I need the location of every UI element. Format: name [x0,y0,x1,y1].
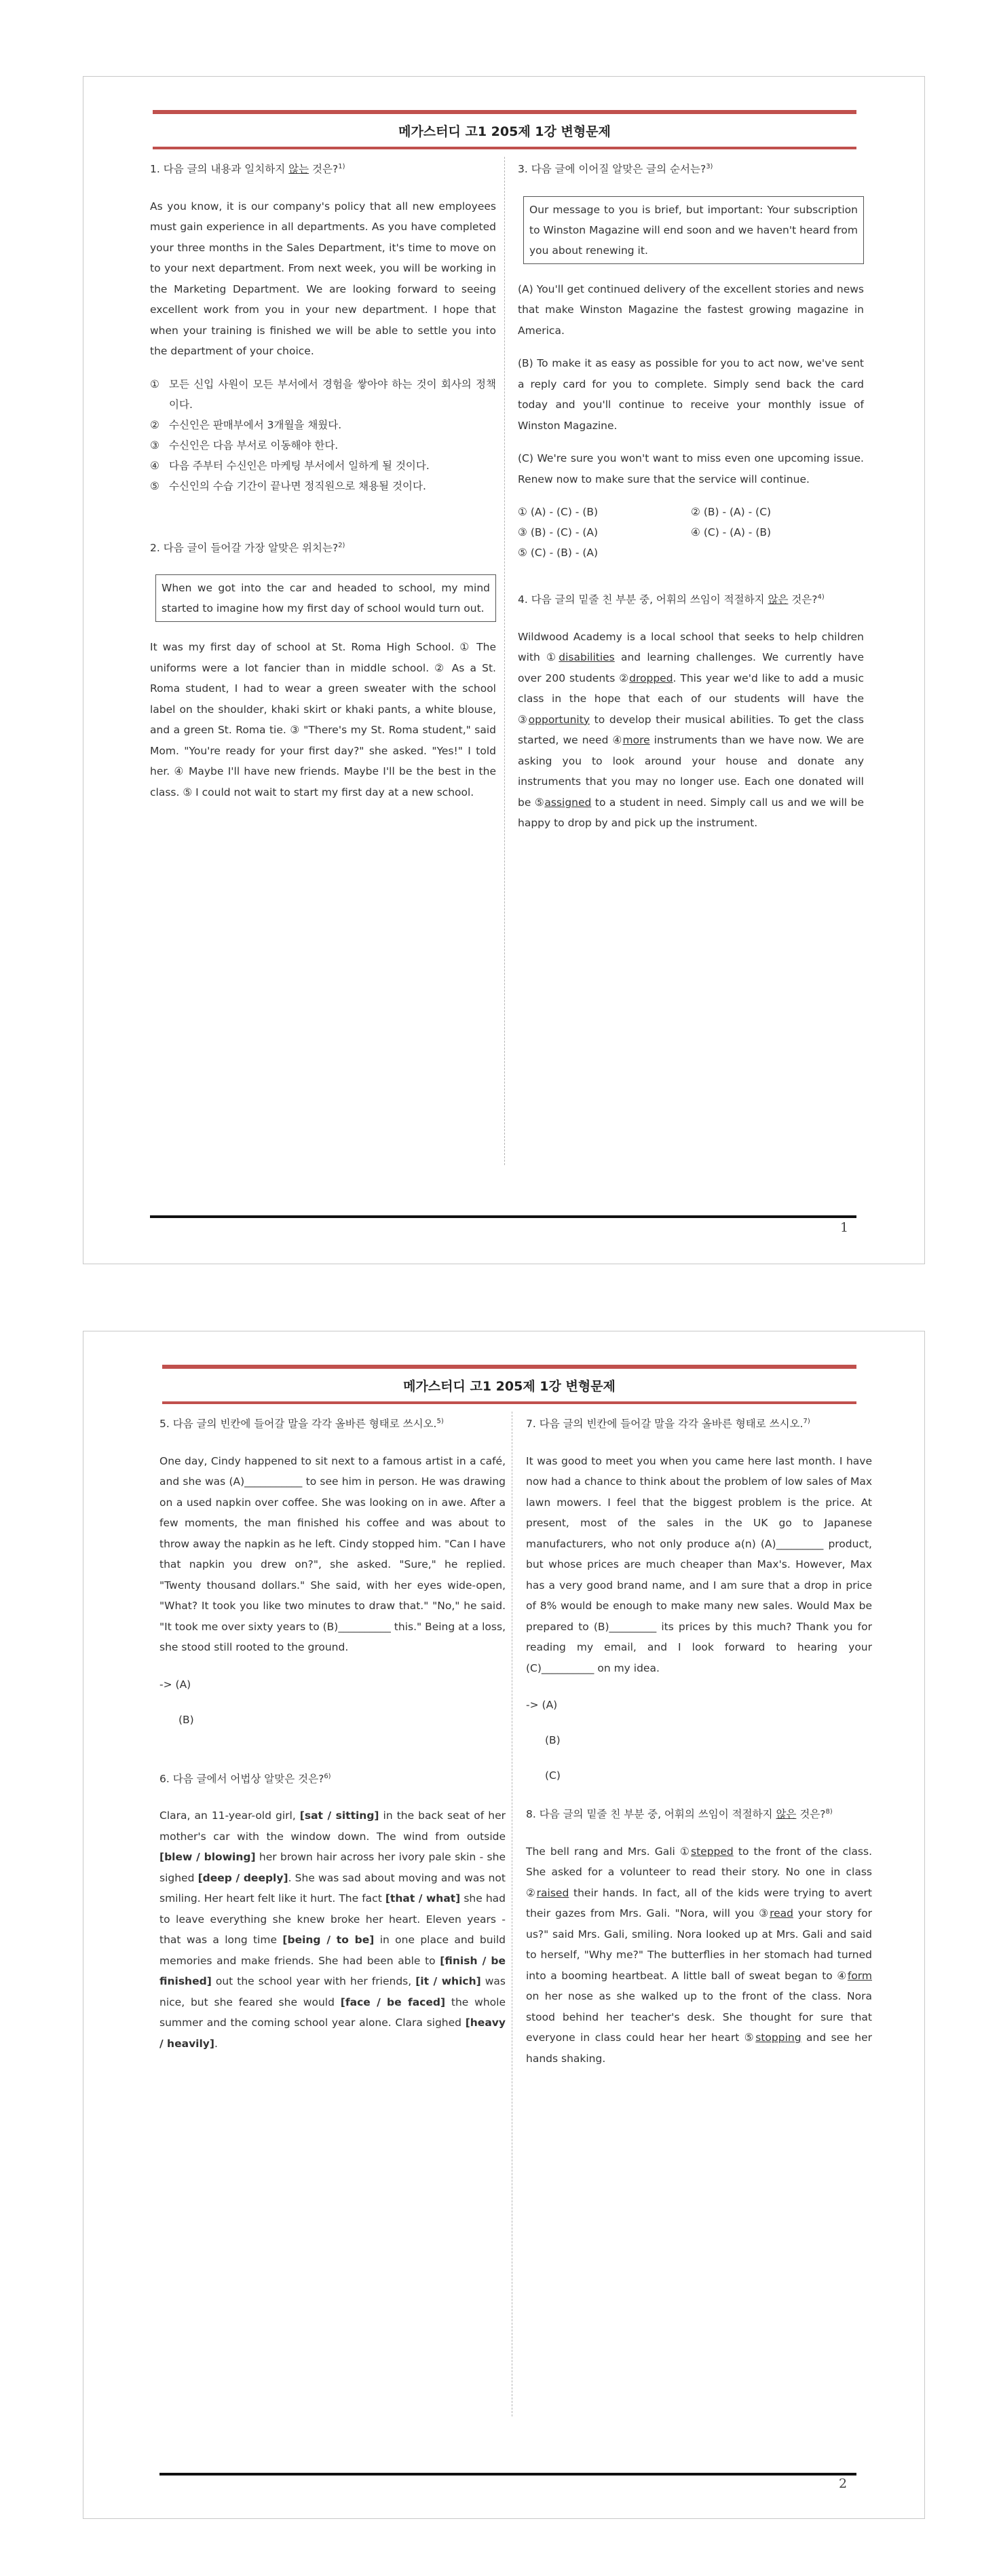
underlined-word: assigned [544,796,592,809]
footer-rule [150,1215,856,1218]
given-passage-box: Our message to you is brief, but important: Your subscription to Winston Magazine will end soon and we haven't heard from you about renewing it. [523,196,864,264]
passage: It was my first day of school at St. Roma High School. ① The uniforms were a lot fancier than in middle school. ② As a St. Roma student, I had to wear a green sweater with the school label on the shoulder, khaki skirt or khaki pants, a white blouse, and a green St. Roma tie. ③ "There's my St. Roma student," said Mom. "You're ready for your first day?" she asked. "Yes!" I told her. ④ Maybe I'll have new friends. Maybe I'll be the best in the class. ⑤ I could not wait to start my first day at a new school. [150,641,496,798]
page-number: 2 [839,2476,848,2491]
question-prompt: 5. 다음 글의 빈칸에 들어갈 말을 각각 올바른 형태로 쓰시오.$^{5)}$ [159,1418,444,1431]
question-6 [159,1767,506,2055]
grammar-choice[interactable]: [face / be faced] [340,1995,446,2008]
footnote-marker: 2) [338,541,345,549]
underlined-word: more [622,734,650,747]
footnote-marker: 6) [324,1772,331,1780]
answer-line-b[interactable]: (B) [545,1734,561,1747]
question-2 [150,536,496,803]
answer-option[interactable]: ④ (C) - (A) - (B) [691,526,772,539]
worksheet-page-2 [83,1331,925,2519]
underlined-word: form [847,1969,872,1982]
answer-line-b[interactable]: (B) [178,1713,194,1726]
answer-option[interactable]: ② (B) - (A) - (C) [691,506,772,519]
grammar-choice[interactable]: [finish / be finished] [159,1954,506,1988]
grammar-choice[interactable]: [it / which] [415,1975,481,1988]
underlined-word: stopping [755,2031,801,2044]
passage: One day, Cindy happened to sit next to a famous artist in a café, and she was (A)___________ to see him in person. He was drawing on a used napkin over coffee. She was looking on in awe. After a few moments, the man finished his coffee and was about to throw away the napkin as he left. Cindy stopped him. "Can I have that napkin you drew on?", she asked. "Sure," he replied. "Twenty thousand dollars." She said, with her eyes wide-open, "What? It took you like two minutes to draw that." "No," he said. "It took me over sixty years to (B)__________ this." Being at a loss, she stood still rooted to the ground. [159,1454,506,1654]
footnote-marker: 7) [803,1418,810,1425]
page-header-title: 메가스터디 고1 205제 1강 변형문제 [398,124,611,139]
answer-option[interactable]: ② 수신인은 판매부에서 3개월을 채웠다. [150,418,342,431]
question-1 [150,157,496,496]
grammar-choice[interactable]: [sat / sitting] [299,1809,379,1822]
answer-line-a[interactable]: -> (A) [526,1699,558,1712]
grammar-choice[interactable]: [heavy / heavily] [159,2017,506,2050]
answer-option[interactable]: ⑤ (C) - (B) - (A) [518,547,599,559]
question-prompt: 6. 다음 글에서 어법상 알맞은 것은?$^{6)}$ [159,1772,331,1785]
header-bottom-rule [153,147,856,149]
grammar-choice[interactable]: [being / to be] [282,1934,375,1947]
paragraph-a: (A) You'll get continued delivery of the excellent stories and news that make Winston Magazine the fastest growing magazine in America. [518,282,864,337]
passage: As you know, it is our company's policy that all new employees must gain experience in all departments. As you have completed your three months in the Sales Department, it's time to move on to your next department. From next week, you will be working in the Marketing Department. We are looking forward to seeing excellent work from you in your new department. I hope that when your training is finished we will be able to settle you into the department of your choice. [150,200,496,358]
question-prompt: 4. 다음 글의 밑줄 친 부분 중, 어휘의 쓰임이 적절하지 않은 것은?$^{4)}$ [518,593,825,606]
answer-option[interactable]: ③ (B) - (C) - (A) [518,526,599,539]
page-header-title: 메가스터디 고1 205제 1강 변형문제 [403,1379,616,1394]
footer-rule [159,2473,856,2476]
footnote-marker: 4) [817,593,825,602]
grammar-choice[interactable]: [blew / blowing] [159,1851,256,1864]
underlined-word: opportunity [528,713,590,726]
grammar-choice[interactable]: [that / what] [385,1892,461,1905]
footnote-marker: 8) [825,1808,833,1816]
right-column [526,1412,872,2081]
grammar-choice[interactable]: [deep / deeply] [197,1871,288,1884]
header-bottom-rule [162,1401,856,1404]
answer-option[interactable]: ① 모든 신입 사원이 모든 부서에서 경험을 쌓아야 하는 것이 회사의 정책이다. [150,378,496,411]
answer-option[interactable]: ⑤ 수신인의 수습 기간이 끝나면 정직원으로 채용될 것이다. [150,479,426,492]
paragraph-b: (B) To make it as easy as possible for you to act now, we've sent a reply card for you to complete. Simply send back the card today and you'll continue to receive your monthly issue of Winston Magazine. [518,357,864,432]
question-8 [526,1802,872,2069]
worksheet-page-1 [83,76,925,1264]
underlined-word: raised [536,1886,569,1899]
question-3 [518,157,864,563]
question-4 [518,587,864,834]
underlined-word: read [770,1907,793,1920]
header-top-rule [153,110,856,114]
answer-option[interactable]: ③ 수신인은 다음 부서로 이동해야 한다. [150,439,339,452]
passage: It was good to meet you when you came here last month. I have now had a chance to think about the problem of low sales of Max lawn mowers. I feel that the biggest problem is the price. At present, most of the sales in the UK go to Japanese manufacturers, who not only produce a(n) (A)_________ product, but whose prices are much cheaper than Max's. However, Max has a very good brand name, and I am sure that a drop in price of 8% would be enough to make many new sales. Would Max be prepared to (B)_________ its prices by this much? Thank you for reading my email, and I look forward to hearing your (C)__________ on my idea. [526,1454,872,1674]
header-top-rule [162,1365,856,1369]
question-prompt: 1. 다음 글의 내용과 일치하지 않는 것은?$^{1)}$ [150,163,345,176]
question-7 [526,1412,872,1786]
answer-option[interactable]: ④ 다음 주부터 수신인은 마케팅 부서에서 일하게 될 것이다. [150,459,430,472]
answer-option[interactable]: ① (A) - (C) - (B) [518,506,599,519]
page-number: 1 [840,1220,849,1235]
footnote-marker: 5) [436,1418,444,1425]
left-column [150,157,496,815]
question-prompt: 3. 다음 글에 이어질 알맞은 글의 순서는?$^{3)}$ [518,163,713,176]
footnote-marker: 3) [706,163,713,170]
underlined-word: stepped [691,1845,734,1858]
underlined-word: disabilities [559,651,615,664]
answer-line-a[interactable]: -> (A) [159,1678,191,1691]
paragraph-c: (C) We're sure you won't want to miss even one upcoming issue. Renew now to make sure that the service will continue. [518,452,864,485]
question-prompt: 2. 다음 글이 들어갈 가장 알맞은 위치는?$^{2)}$ [150,541,345,554]
question-prompt: 7. 다음 글의 빈칸에 들어갈 말을 각각 올바른 형태로 쓰시오.$^{7)}$ [526,1418,810,1431]
answer-options [518,502,864,563]
right-column [518,157,864,846]
left-column [159,1412,506,2066]
insert-sentence-box: When we got into the car and headed to school, my mind started to imagine how my first day of school would turn out. [155,574,496,622]
footnote-marker: 1) [338,163,345,170]
passage: Wildwood Academy is a local school that seeks to help children with ①disabilities and learning challenges. We currently have over 200 students ②dropped. This year we'd like to add a music class in the hope that each of our students will have the ③opportunity to develop their musical abilities. To get the class started, we need ④more instruments than we have now. We are asking you to look around your house and donate any instruments that you may no longer use. Each one donated will be ⑤assigned to a student in need. Simply call us and we will be happy to drop by and pick up the instrument. [518,630,865,830]
passage: The bell rang and Mrs. Gali ①stepped to the front of the class. She asked for a volunteer to read their story. No one in class ②raised their hands. In fact, all of the kids were trying to avert their gazes from Mrs. Gali. "Nora, will you ③read your story for us?" said Mrs. Gali, smiling. Nora looked up at Mrs. Gali and said to herself, "Why me?" The butterflies in her stomach had turned into a booming heartbeat. A little ball of sweat began to ④form on her nose as she walked up to the front of the class. Nora stood behind her teacher's desk. She thought for sure that everyone in class could hear her heart ⑤stopping and see her hands shaking. [526,1845,873,2065]
answer-options [150,374,496,496]
answer-line-c[interactable]: (C) [545,1769,561,1782]
question-5 [159,1412,506,1730]
question-prompt: 8. 다음 글의 밑줄 친 부분 중, 어휘의 쓰임이 적절하지 않은 것은?$^{8)}$ [526,1808,833,1821]
column-divider [504,157,505,1165]
underlined-word: dropped [629,671,673,684]
passage: Clara, an 11-year-old girl, [sat / sitting] in the back seat of her mother's car with the window down. The wind from outside [blew / blowing] her brown hair across her ivory pale skin - she sighed [deep / deeply]. She was sad about moving and was not smiling. Her heart felt like it hurt. The fact [that / what] she had to leave everything she knew broke her heart. Eleven years - that was a long time [being / to be] in one place and build memories and make friends. She had been able to [finish / be finished] out the school year with her friends, [it / which] was nice, but she feared she would [face / be faced] the whole summer and the coming school year alone. Clara sighed [heavy / heavily]. [159,1809,506,2050]
